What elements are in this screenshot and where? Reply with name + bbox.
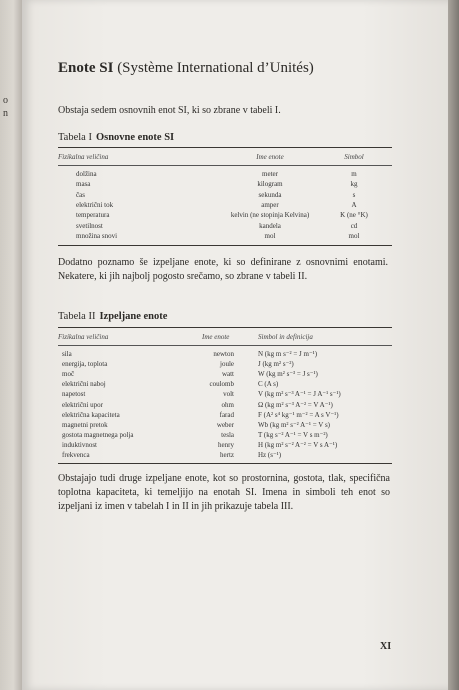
table2-cell-symbol: C (A s) — [258, 380, 279, 389]
table1-cell-unit: sekunda — [258, 190, 282, 199]
table2-cell-unit: watt — [221, 370, 234, 379]
table2-cell-quantity: magnetni pretok — [62, 420, 108, 429]
table1-top-rule — [58, 147, 392, 148]
table1-header-quantity: Fizikalna veličina — [58, 153, 109, 161]
table1-cell-symbol: K (ne °K) — [340, 211, 368, 220]
table2-cell-quantity: električni upor — [62, 400, 104, 409]
table2-title: Izpeljane enote — [99, 311, 168, 322]
table2-cell-symbol: J (kg m² s⁻²) — [258, 360, 294, 369]
table1-cell-quantity: masa — [76, 180, 91, 189]
table2-cell-unit: tesla — [221, 430, 234, 439]
table1-cell-quantity: dolžina — [76, 170, 97, 178]
table1-cell-quantity: čas — [76, 190, 85, 199]
table2-cell-unit: coulomb — [209, 380, 234, 389]
table1-cell-symbol: A — [351, 200, 357, 209]
table1-cell-symbol: cd — [350, 221, 358, 230]
table2-cell-symbol: Hz (s⁻¹) — [258, 451, 282, 459]
intro-paragraph: Obstaja sedem osnovnih enot SI, ki so zbrane v tabeli I. — [58, 105, 281, 116]
table1-cell-quantity: temperatura — [76, 211, 110, 220]
table2-cell-unit: farad — [219, 410, 234, 419]
table2-cell-unit: henry — [218, 440, 234, 449]
table2-cell-symbol: V (kg m² s⁻³ A⁻¹ = J A⁻¹ s⁻¹) — [258, 390, 341, 399]
table2-cell-quantity: gostota magnetnega polja — [62, 430, 134, 439]
table2-cell-unit: joule — [220, 360, 234, 369]
table2-cell-quantity: napetost — [62, 390, 86, 399]
table2-cell-symbol: N (kg m s⁻² = J m⁻¹) — [258, 350, 318, 358]
table2-cell-unit: hertz — [220, 451, 234, 459]
table2-cell-unit: weber — [216, 420, 234, 429]
table2-caption — [58, 311, 167, 322]
table2-header-unit: Ime enote — [202, 333, 230, 341]
table1-bottom-rule — [58, 245, 392, 246]
table1-cell-quantity: svetilnost — [76, 221, 103, 230]
table2-top-rule — [58, 327, 392, 328]
table2-cell-quantity: frekvenca — [62, 451, 90, 459]
table2-header-symbol: Simbol in definicija — [258, 333, 313, 341]
previous-page-edge — [0, 0, 22, 690]
prev-page-letter: n — [3, 108, 8, 119]
page-title — [58, 60, 314, 77]
table2-cell-quantity: električni naboj — [62, 380, 106, 389]
middle-paragraph: Dodatno poznamo še izpeljane enote, ki so definirane z osnovnimi enotami. Nekatere, ki jih najbolj pogosto srečamo, so zbrane v tabeli II. — [58, 257, 388, 282]
table1-label: Tabela I — [58, 132, 92, 143]
table2-cell-symbol: Wb (kg m² s⁻² A⁻¹ = V s) — [258, 420, 331, 429]
table1-cell-unit: kilogram — [257, 180, 283, 189]
table1-caption — [58, 132, 174, 143]
table1-header-unit: Ime enote — [256, 153, 284, 161]
table2-cell-symbol: T (kg s⁻² A⁻¹ = V s m⁻²) — [258, 430, 328, 439]
closing-paragraph: Obstajajo tudi druge izpeljane enote, kot so prostornina, gostota, tlak, specifična toplotna kapaciteta, ki temeljijo na enotah SI. Imena in simboli teh enot so izpeljani iz imen v tabelah I in II in jih prikazuje tabela III. — [58, 473, 390, 512]
table1-cell-symbol: m — [351, 170, 357, 178]
title-main: Enote SI — [58, 60, 114, 76]
table2-cell-quantity: energija, toplota — [62, 360, 108, 369]
page-number: XI — [380, 641, 392, 652]
table2-cell-quantity: induktivnost — [62, 440, 98, 449]
title-subtitle: (Système International d’Unités) — [117, 60, 314, 76]
table1-cell-symbol: s — [352, 190, 356, 199]
table1-cell-unit: amper — [261, 200, 279, 209]
table2-bottom-rule — [58, 463, 392, 464]
table2-cell-symbol: H (kg m² s⁻² A⁻² = V s A⁻¹) — [258, 440, 338, 449]
table1-cell-unit: meter — [262, 170, 278, 178]
table2-cell-unit: ohm — [221, 400, 234, 409]
table1-title: Osnovne enote SI — [95, 132, 175, 143]
table2-cell-unit: volt — [223, 390, 234, 399]
table2-cell-symbol: F (A² s⁴ kg⁻¹ m⁻² = A s V⁻¹) — [258, 410, 339, 419]
table1-header-symbol: Simbol — [344, 153, 364, 161]
table2-cell-symbol: Ω (kg m² s⁻³ A⁻² = V A⁻¹) — [258, 400, 333, 409]
table2-label: Tabela II — [58, 311, 96, 322]
table1-cell-quantity: množina snovi — [76, 231, 118, 240]
table1-cell-symbol: kg — [350, 180, 358, 189]
table1-cell-symbol: mol — [348, 231, 360, 240]
table1-cell-unit: mol — [264, 231, 276, 240]
page-edge — [448, 0, 459, 690]
table2-header-quantity: Fizikalna veličina — [58, 333, 109, 341]
table1-header-rule — [58, 165, 392, 166]
table2-cell-symbol: W (kg m² s⁻³ = J s⁻¹) — [258, 370, 318, 379]
table2-cell-unit: newton — [213, 350, 234, 358]
prev-page-letter: o — [3, 95, 8, 106]
table2-cell-quantity: sila — [62, 350, 72, 358]
table1-cell-quantity: električni tok — [76, 200, 114, 209]
table2-cell-quantity: električna kapaciteta — [62, 410, 120, 419]
table1-cell-unit: kelvin (ne stopinja Kelvina) — [230, 211, 310, 220]
table2-cell-quantity: moč — [62, 370, 75, 379]
table2-header-rule — [58, 345, 392, 346]
table1-cell-unit: kandela — [259, 221, 281, 230]
